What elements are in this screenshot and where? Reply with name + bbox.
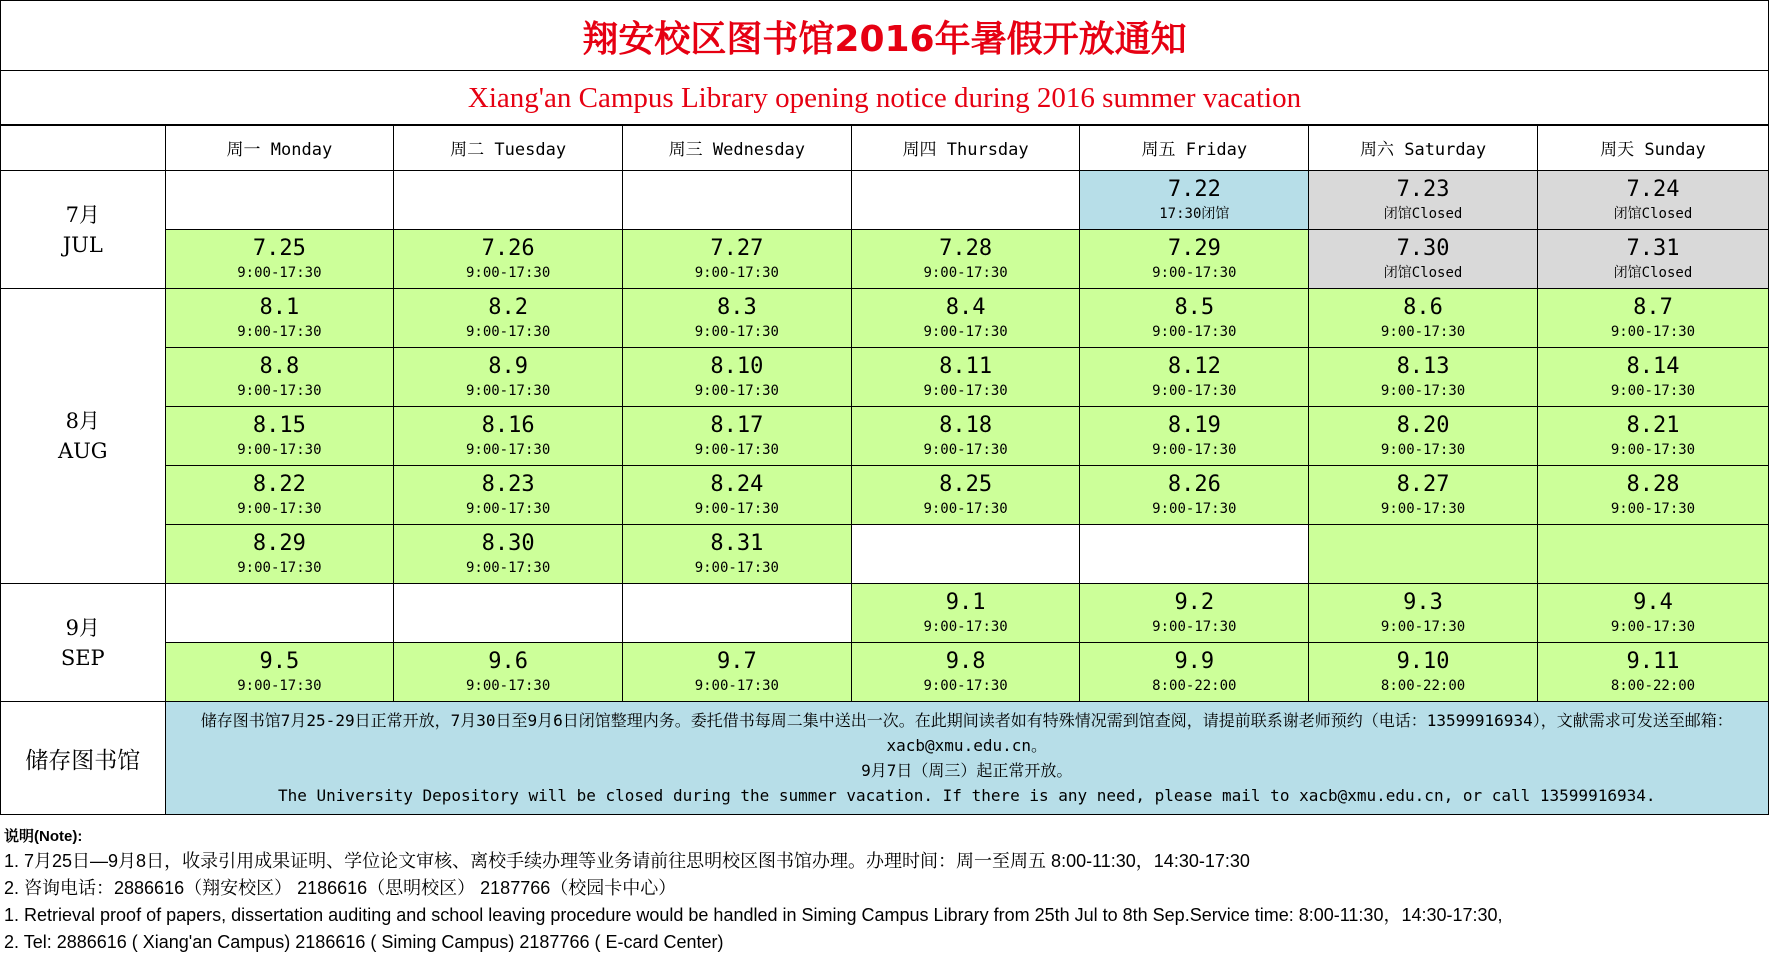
day-cell bbox=[851, 584, 1080, 643]
day-date: 7.26 bbox=[481, 236, 535, 261]
empty-day-cell bbox=[1080, 525, 1309, 584]
day-date: 7.24 bbox=[1626, 177, 1680, 202]
storage-label: 储存图书馆 bbox=[1, 702, 166, 815]
month-label-sep bbox=[1, 584, 166, 702]
day-cell bbox=[1309, 466, 1538, 525]
week-row bbox=[1, 466, 1769, 525]
day-hours: 8:00-22:00 bbox=[1152, 678, 1237, 694]
day-cell bbox=[394, 466, 623, 525]
week-row bbox=[1, 230, 1769, 289]
day-hours: 9:00-17:30 bbox=[237, 324, 322, 340]
day-hours: 9:00-17:30 bbox=[1380, 383, 1466, 399]
day-hours: 9:00-17:30 bbox=[1380, 442, 1466, 458]
day-date: 8.19 bbox=[1167, 413, 1221, 438]
day-hours: 闭馆Closed bbox=[1383, 206, 1463, 222]
day-hours: 闭馆Closed bbox=[1383, 265, 1463, 281]
day-cell bbox=[394, 230, 623, 289]
day-date: 8.20 bbox=[1396, 413, 1450, 438]
day-hours: 9:00-17:30 bbox=[237, 442, 322, 458]
day-hours: 9:00-17:30 bbox=[465, 442, 551, 458]
day-cell bbox=[1309, 407, 1538, 466]
day-date: 7.25 bbox=[252, 236, 306, 261]
day-date: 7.28 bbox=[939, 236, 993, 261]
day-cell bbox=[165, 466, 394, 525]
empty-day-cell bbox=[622, 171, 851, 230]
day-cell bbox=[165, 230, 394, 289]
weekday-monday: 周一 Monday bbox=[165, 125, 394, 171]
day-hours: 9:00-17:30 bbox=[923, 501, 1008, 517]
month-cn: 9月 bbox=[65, 615, 100, 640]
day-date: 8.12 bbox=[1167, 354, 1221, 379]
day-cell bbox=[1537, 348, 1768, 407]
notes-section bbox=[4, 826, 1764, 956]
day-hours: 9:00-17:30 bbox=[237, 265, 322, 281]
day-date: 8.7 bbox=[1633, 295, 1673, 320]
day-hours: 9:00-17:30 bbox=[237, 501, 322, 517]
day-hours: 9:00-17:30 bbox=[465, 678, 551, 694]
note-line: 2. Tel: 2886616 ( Xiang'an Campus) 2186616 ( Siming Campus) 2187766 ( E-card Center) bbox=[4, 932, 724, 952]
month-en: SEP bbox=[60, 645, 105, 670]
month-cn: 7月 bbox=[65, 202, 100, 227]
empty-day-cell bbox=[394, 171, 623, 230]
day-cell bbox=[1080, 348, 1309, 407]
day-cell bbox=[1309, 525, 1538, 584]
page-title: 翔安校区图书馆2016年暑假开放通知 bbox=[0, 0, 1769, 71]
corner-cell bbox=[1, 125, 166, 171]
day-date: 8.4 bbox=[945, 295, 986, 320]
day-date: 7.23 bbox=[1396, 177, 1450, 202]
day-cell bbox=[622, 643, 851, 702]
day-cell bbox=[1537, 584, 1768, 643]
storage-notice bbox=[165, 702, 1768, 815]
day-date: 7.22 bbox=[1167, 177, 1221, 202]
day-hours: 8:00-22:00 bbox=[1610, 678, 1696, 694]
day-date: 8.31 bbox=[710, 531, 764, 556]
day-date: 9.10 bbox=[1396, 649, 1450, 674]
day-date: 9.6 bbox=[488, 649, 528, 674]
day-date: 8.14 bbox=[1626, 354, 1680, 379]
storage-row bbox=[1, 702, 1769, 815]
weekday-thursday: 周四 Thursday bbox=[851, 125, 1080, 171]
day-cell bbox=[851, 407, 1080, 466]
empty-day-cell bbox=[165, 584, 394, 643]
day-cell bbox=[165, 525, 394, 584]
weekday-tuesday: 周二 Tuesday bbox=[394, 125, 623, 171]
day-date: 8.15 bbox=[252, 413, 306, 438]
day-hours: 闭馆Closed bbox=[1613, 265, 1693, 281]
day-cell bbox=[1080, 584, 1309, 643]
day-hours: 9:00-17:30 bbox=[1610, 442, 1696, 458]
month-label-jul bbox=[1, 171, 166, 289]
day-cell bbox=[622, 289, 851, 348]
day-hours: 9:00-17:30 bbox=[1152, 265, 1237, 281]
day-hours: 9:00-17:30 bbox=[1152, 501, 1237, 517]
weekday-friday: 周五 Friday bbox=[1080, 125, 1309, 171]
day-cell bbox=[1080, 171, 1309, 230]
day-date: 8.11 bbox=[939, 354, 993, 379]
note-line: 1. 7月25日—9月8日，收录引用成果证明、学位论文审核、离校手续办理等业务请前往思明校区图书馆办理。办理时间：周一至周五 8:00-11:30，14:30-17:30 bbox=[4, 851, 1250, 871]
day-cell bbox=[851, 643, 1080, 702]
day-cell bbox=[394, 348, 623, 407]
day-date: 8.23 bbox=[481, 472, 535, 497]
day-date: 8.16 bbox=[481, 413, 535, 438]
day-hours: 9:00-17:30 bbox=[237, 678, 322, 694]
month-en: JUL bbox=[62, 232, 103, 257]
day-date: 8.2 bbox=[488, 295, 528, 320]
day-hours: 9:00-17:30 bbox=[923, 619, 1008, 635]
weekday-header-row bbox=[1, 125, 1769, 171]
month-label-aug bbox=[1, 289, 166, 584]
day-cell bbox=[1309, 171, 1538, 230]
day-cell bbox=[1309, 289, 1538, 348]
day-date: 8.3 bbox=[716, 295, 757, 320]
day-hours: 9:00-17:30 bbox=[694, 442, 779, 458]
week-row bbox=[1, 643, 1769, 702]
day-cell bbox=[1537, 230, 1768, 289]
day-date: 9.7 bbox=[716, 649, 757, 674]
week-row bbox=[1, 584, 1769, 643]
day-hours: 9:00-17:30 bbox=[694, 324, 779, 340]
day-hours: 9:00-17:30 bbox=[465, 383, 551, 399]
day-date: 8.13 bbox=[1396, 354, 1450, 379]
calendar-table bbox=[0, 124, 1769, 815]
day-cell bbox=[165, 348, 394, 407]
day-hours: 9:00-17:30 bbox=[1610, 324, 1696, 340]
day-cell bbox=[1537, 289, 1768, 348]
day-date: 7.30 bbox=[1396, 236, 1450, 261]
day-date: 9.5 bbox=[259, 649, 300, 674]
day-hours: 9:00-17:30 bbox=[1380, 501, 1466, 517]
day-date: 8.26 bbox=[1167, 472, 1221, 497]
day-cell bbox=[165, 407, 394, 466]
day-hours: 9:00-17:30 bbox=[694, 560, 779, 576]
day-hours: 9:00-17:30 bbox=[923, 678, 1008, 694]
day-date: 8.21 bbox=[1626, 413, 1680, 438]
empty-day-cell bbox=[394, 584, 623, 643]
day-cell bbox=[1080, 643, 1309, 702]
day-hours: 9:00-17:30 bbox=[694, 383, 779, 399]
day-hours: 8:00-22:00 bbox=[1380, 678, 1466, 694]
day-date: 8.24 bbox=[710, 472, 764, 497]
day-date: 7.31 bbox=[1626, 236, 1680, 261]
day-hours: 9:00-17:30 bbox=[1380, 324, 1466, 340]
day-date: 8.28 bbox=[1626, 472, 1680, 497]
day-cell bbox=[1080, 230, 1309, 289]
day-hours: 9:00-17:30 bbox=[923, 442, 1008, 458]
weekday-wednesday: 周三 Wednesday bbox=[622, 125, 851, 171]
day-hours: 闭馆Closed bbox=[1613, 206, 1693, 222]
day-date: 8.27 bbox=[1396, 472, 1450, 497]
day-hours: 9:00-17:30 bbox=[465, 560, 551, 576]
day-date: 8.5 bbox=[1174, 295, 1215, 320]
day-date: 9.2 bbox=[1174, 590, 1215, 615]
week-row bbox=[1, 525, 1769, 584]
day-cell bbox=[165, 289, 394, 348]
day-cell bbox=[1080, 407, 1309, 466]
day-cell bbox=[622, 525, 851, 584]
week-row bbox=[1, 171, 1769, 230]
day-hours: 9:00-17:30 bbox=[923, 324, 1008, 340]
day-date: 8.22 bbox=[252, 472, 306, 497]
day-cell bbox=[622, 407, 851, 466]
day-date: 9.11 bbox=[1626, 649, 1680, 674]
notes-heading: 说明(Note): bbox=[4, 828, 83, 845]
day-cell bbox=[622, 348, 851, 407]
day-cell bbox=[851, 466, 1080, 525]
day-date: 8.29 bbox=[252, 531, 306, 556]
day-cell bbox=[1080, 466, 1309, 525]
day-cell bbox=[851, 230, 1080, 289]
day-hours: 9:00-17:30 bbox=[465, 501, 551, 517]
day-cell bbox=[1309, 348, 1538, 407]
day-cell bbox=[165, 643, 394, 702]
empty-day-cell bbox=[851, 525, 1080, 584]
day-cell bbox=[622, 230, 851, 289]
empty-day-cell bbox=[622, 584, 851, 643]
day-hours: 9:00-17:30 bbox=[694, 265, 779, 281]
day-date: 8.10 bbox=[710, 354, 764, 379]
day-hours: 9:00-17:30 bbox=[237, 560, 322, 576]
week-row bbox=[1, 289, 1769, 348]
weekday-sunday: 周天 Sunday bbox=[1537, 125, 1768, 171]
month-cn: 8月 bbox=[65, 409, 100, 433]
day-cell bbox=[851, 348, 1080, 407]
day-cell bbox=[394, 407, 623, 466]
day-date: 9.8 bbox=[945, 649, 986, 674]
page-subtitle: Xiang'an Campus Library opening notice during 2016 summer vacation bbox=[0, 70, 1769, 126]
day-cell bbox=[851, 289, 1080, 348]
day-date: 9.4 bbox=[1633, 590, 1673, 615]
day-date: 8.1 bbox=[259, 295, 300, 320]
day-date: 9.9 bbox=[1174, 649, 1215, 674]
weekday-saturday: 周六 Saturday bbox=[1309, 125, 1538, 171]
day-date: 9.3 bbox=[1403, 590, 1443, 615]
day-date: 9.1 bbox=[945, 590, 986, 615]
day-cell bbox=[1309, 643, 1538, 702]
day-cell bbox=[1537, 171, 1768, 230]
day-date: 8.30 bbox=[481, 531, 535, 556]
day-hours: 9:00-17:30 bbox=[465, 265, 551, 281]
day-date: 8.17 bbox=[710, 413, 764, 438]
day-hours: 9:00-17:30 bbox=[694, 501, 779, 517]
day-hours: 9:00-17:30 bbox=[1152, 619, 1237, 635]
day-hours: 9:00-17:30 bbox=[1610, 383, 1696, 399]
day-hours: 9:00-17:30 bbox=[465, 324, 551, 340]
day-hours: 9:00-17:30 bbox=[923, 265, 1008, 281]
day-date: 8.9 bbox=[488, 354, 528, 379]
day-hours: 17:30闭馆 bbox=[1159, 206, 1230, 222]
empty-day-cell bbox=[165, 171, 394, 230]
day-cell bbox=[394, 643, 623, 702]
day-hours: 9:00-17:30 bbox=[694, 678, 779, 694]
day-cell bbox=[1080, 289, 1309, 348]
day-date: 8.18 bbox=[939, 413, 993, 438]
day-date: 7.27 bbox=[710, 236, 764, 261]
day-cell bbox=[622, 466, 851, 525]
day-cell bbox=[1537, 466, 1768, 525]
day-date: 7.29 bbox=[1167, 236, 1221, 261]
day-hours: 9:00-17:30 bbox=[1152, 383, 1237, 399]
day-cell bbox=[1537, 407, 1768, 466]
week-row bbox=[1, 407, 1769, 466]
storage-notice-line: 储存图书馆7月25-29日正常开放，7月30日至9月6日闭馆整理内务。委托借书每周二集中送出一次。在此期间读者如有特殊情况需到馆查阅，请提前联系谢老师预约（电话：13599916934），文献需求可发送至邮箱：xacb@xmu.edu.cn。 bbox=[200, 711, 1733, 755]
day-hours: 9:00-17:30 bbox=[1152, 442, 1237, 458]
storage-notice-line: The University Depository will be closed during the summer vacation. If there is any need, please mail to xacb@xmu.edu.cn, or call 13599916934. bbox=[278, 786, 1656, 805]
day-hours: 9:00-17:30 bbox=[237, 383, 322, 399]
day-cell bbox=[1537, 525, 1768, 584]
day-cell bbox=[394, 525, 623, 584]
storage-notice-line: 9月7日（周三）起正常开放。 bbox=[861, 761, 1073, 780]
day-hours: 9:00-17:30 bbox=[1610, 501, 1696, 517]
day-date: 8.6 bbox=[1403, 295, 1443, 320]
week-row bbox=[1, 348, 1769, 407]
day-cell bbox=[1309, 584, 1538, 643]
note-line: 1. Retrieval proof of papers, dissertation auditing and school leaving procedure would be handled in Siming Campus Library from 25th Jul to 8th Sep.Service time: 8:00-11:30，14:30-17:30, bbox=[4, 905, 1503, 925]
day-date: 8.8 bbox=[259, 354, 300, 379]
day-hours: 9:00-17:30 bbox=[1152, 324, 1237, 340]
empty-day-cell bbox=[851, 171, 1080, 230]
note-line: 2. 咨询电话：2886616（翔安校区） 2186616（思明校区） 2187766（校园卡中心） bbox=[4, 878, 677, 898]
day-cell bbox=[1309, 230, 1538, 289]
day-cell bbox=[394, 289, 623, 348]
day-hours: 9:00-17:30 bbox=[923, 383, 1008, 399]
day-date: 8.25 bbox=[939, 472, 993, 497]
day-cell bbox=[1537, 643, 1768, 702]
day-hours: 9:00-17:30 bbox=[1380, 619, 1466, 635]
day-hours: 9:00-17:30 bbox=[1610, 619, 1696, 635]
month-en: AUG bbox=[57, 439, 108, 463]
